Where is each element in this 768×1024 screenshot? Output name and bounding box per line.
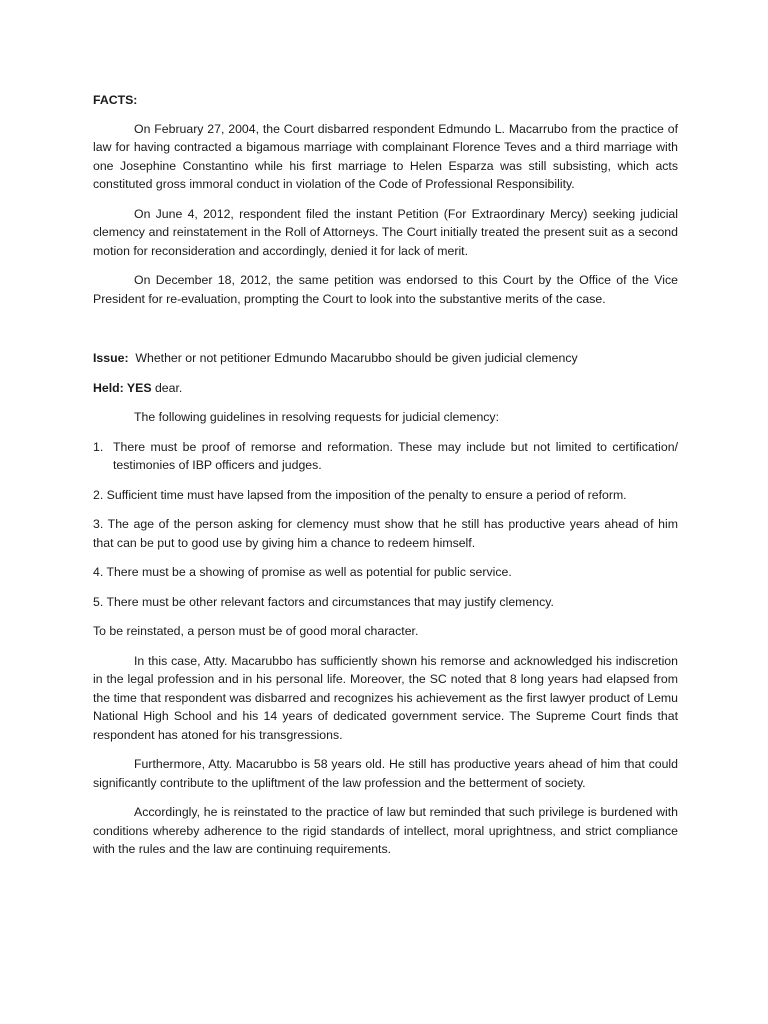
held-label: Held: YES <box>93 380 152 395</box>
guideline-item-1-number: 1. <box>93 439 104 454</box>
guideline-item-1 <box>93 438 678 475</box>
section-spacer <box>93 319 678 349</box>
facts-paragraph-3: On December 18, 2012, the same petition was endorsed to this Court by the Office of the Vice President for re-evaluation, prompting the Court to look into the substantive merits of the case. <box>93 273 678 306</box>
guidelines-intro: The following guidelines in resolving requests for judicial clemency: <box>134 410 499 424</box>
issue-line <box>93 349 678 368</box>
guideline-item-1-text: There must be proof of remorse and reformation. These may include but not limited to certification/ testimonies of IBP officers and judges. <box>113 439 678 472</box>
ruling-paragraph-2: Furthermore, Atty. Macarubbo is 58 years old. He still has productive years ahead of him that could significantly contribute to the upliftment of the law profession and the betterment of society. <box>93 757 678 790</box>
guideline-item-5: 5. There must be other relevant factors and circumstances that may justify clemency. <box>93 594 554 609</box>
guideline-item-2: 2. Sufficient time must have lapsed from the imposition of the penalty to ensure a period of reform. <box>93 487 627 502</box>
facts-paragraph-2: On June 4, 2012, respondent filed the instant Petition (For Extraordinary Mercy) seeking judicial clemency and reinstatement in the Roll of Attorneys. The Court initially treated the present suit as a second motion for reconsideration and accordingly, denied it for lack of merit. <box>93 206 678 258</box>
guideline-item-3: 3. The age of the person asking for clemency must show that he still has productive years ahead of him that can be put to good use by giving him a chance to redeem himself. <box>93 517 678 550</box>
reinstatement-requirement: To be reinstated, a person must be of good moral character. <box>93 624 419 638</box>
held-line <box>93 379 678 398</box>
ruling-paragraph-3: Accordingly, he is reinstated to the practice of law but reminded that such privilege is burdened with conditions whereby adherence to the rigid standards of intellect, moral uprightness, and strict compliance with the rules and the law are continuing requirements. <box>93 805 678 856</box>
guidelines-list <box>93 438 678 475</box>
issue-text: Whether or not petitioner Edmundo Macarubbo should be given judicial clemency <box>135 351 578 365</box>
held-text: dear. <box>151 380 183 395</box>
facts-heading: FACTS: <box>93 93 138 107</box>
document-body <box>93 91 678 870</box>
guideline-item-4: 4. There must be a showing of promise as well as potential for public service. <box>93 565 512 579</box>
facts-paragraph-1: On February 27, 2004, the Court disbarred respondent Edmundo L. Macarrubo from the practice of law for having contracted a bigamous marriage with complainant Florence Teves and a third marriage with one Josephine Constantino while his first marriage to Helen Esparza was still subsisting, which acts constituted gross immoral conduct in violation of the Code of Professional Responsibility. <box>93 121 678 191</box>
issue-label: Issue: <box>93 351 129 365</box>
ruling-paragraph-1: In this case, Atty. Macarubbo has sufficiently shown his remorse and acknowledged his indiscretion in the legal profession and in his personal life. Moreover, the SC noted that 8 long years had elapsed from the time that respondent was disbarred and recognizes his achievement as the first lawyer product of Lemu National High School and his 14 years of dedicated government service. The Supreme Court finds that respondent has atoned for his transgressions. <box>93 653 678 742</box>
